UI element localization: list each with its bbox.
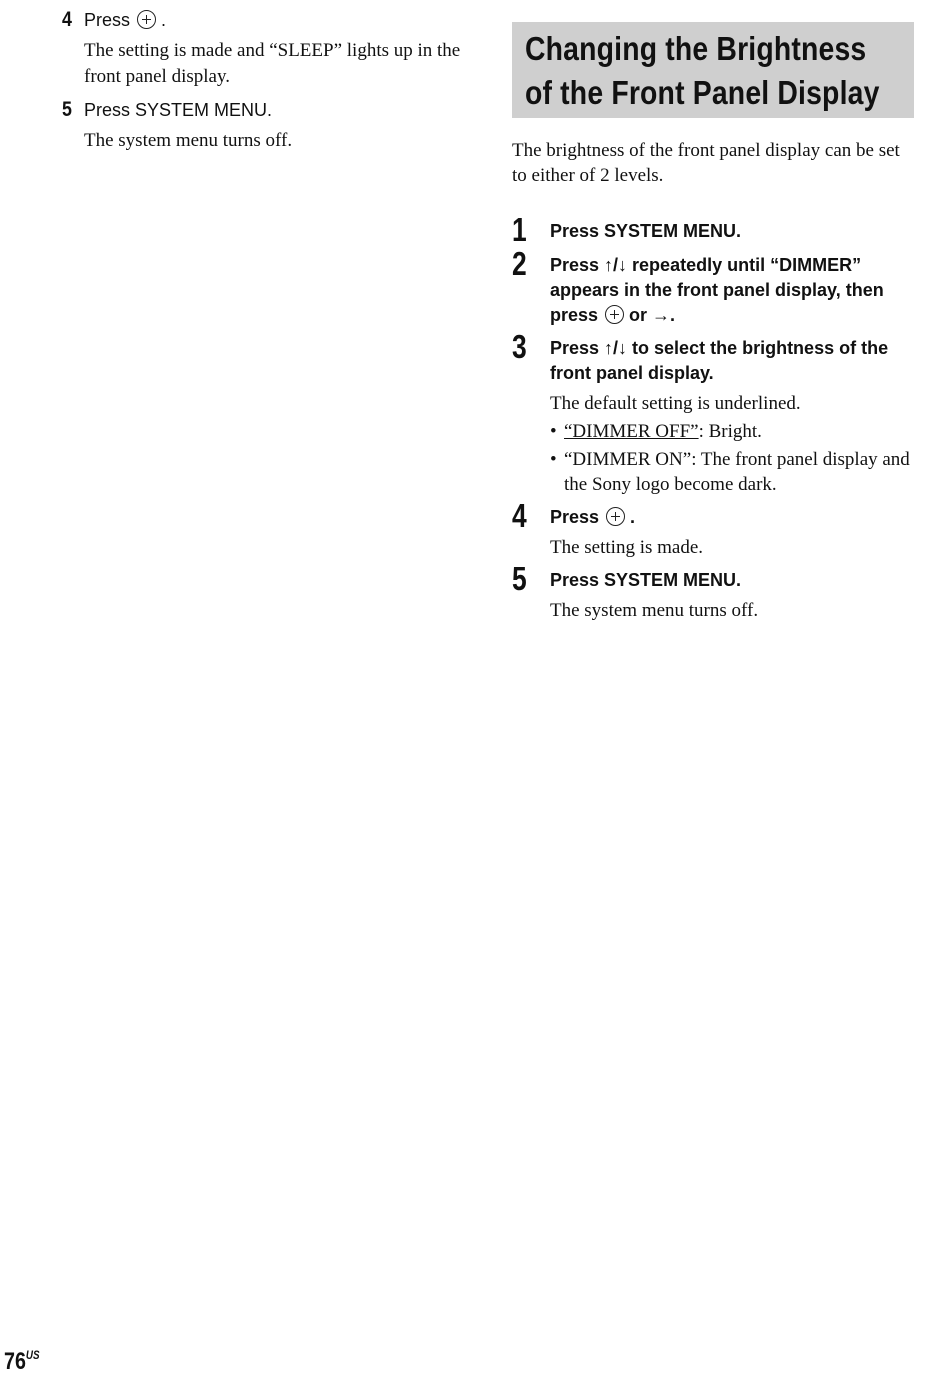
step-5 <box>512 560 914 623</box>
option-label: “DIMMER ON” <box>564 449 692 470</box>
step-heading-text: Press <box>550 507 600 527</box>
bullet: • <box>550 449 557 470</box>
step-heading: Press SYSTEM MENU. <box>550 221 742 241</box>
step-number: 2 <box>512 245 527 282</box>
option-label: “DIMMER OFF” <box>564 421 699 442</box>
step-heading-text: Press <box>84 10 131 30</box>
step-number: 4 <box>512 497 527 534</box>
step-number: 1 <box>512 211 527 248</box>
enter-button-icon <box>605 305 624 324</box>
section-title-line-2: of the Front Panel Display <box>525 74 880 111</box>
step-heading-suffix: or →. <box>629 305 676 325</box>
step-number: 5 <box>62 98 72 121</box>
step-heading-suffix: . <box>161 10 167 30</box>
step-heading <box>550 505 914 530</box>
step-heading: Press SYSTEM MENU. <box>84 100 273 120</box>
step-body: The setting is made and “SLEEP” lights up in the front panel display. <box>84 40 461 87</box>
left-column <box>62 8 472 162</box>
page-number-value: 76 <box>4 1348 26 1375</box>
step-body: The system menu turns off. <box>550 600 759 621</box>
step-1 <box>512 211 914 248</box>
section-intro: The brightness of the front panel display can be set to either of 2 levels. <box>512 140 900 186</box>
step-heading-text: Press ↑/↓ repeatedly until “DIMMER” appears in the front panel display, then press <box>550 255 884 325</box>
step-heading-suffix: . <box>630 507 636 527</box>
enter-button-icon <box>137 10 156 29</box>
step-3 <box>512 328 914 497</box>
left-step-5 <box>62 98 472 154</box>
step-body: The setting is made. <box>550 537 704 558</box>
option-description: : The front panel display and the Sony logo become dark. <box>564 449 910 495</box>
section-title-box <box>512 22 914 118</box>
page-number <box>4 1348 40 1376</box>
step-heading: Press SYSTEM MENU. <box>550 570 742 590</box>
page-number-suffix: US <box>25 1348 40 1362</box>
right-column <box>512 22 914 627</box>
left-step-4 <box>62 8 472 90</box>
step-body: The default setting is underlined. <box>550 393 801 414</box>
step-number: 5 <box>512 560 527 597</box>
section-title-line-1: Changing the Brightness <box>525 30 867 67</box>
option-dimmer-on <box>550 447 914 497</box>
step-heading <box>550 253 914 328</box>
option-description: : Bright. <box>698 421 762 442</box>
bullet: • <box>550 421 557 442</box>
enter-button-icon <box>606 507 625 526</box>
step-4 <box>512 497 914 560</box>
step-2 <box>512 245 914 328</box>
step-body: The system menu turns off. <box>84 130 293 151</box>
step-heading: Press ↑/↓ to select the brightness of the front panel display. <box>550 338 889 383</box>
step-list <box>512 211 914 623</box>
step-number: 4 <box>62 8 72 31</box>
step-number: 3 <box>512 328 527 365</box>
step-heading <box>84 10 166 31</box>
option-dimmer-off <box>550 419 914 444</box>
